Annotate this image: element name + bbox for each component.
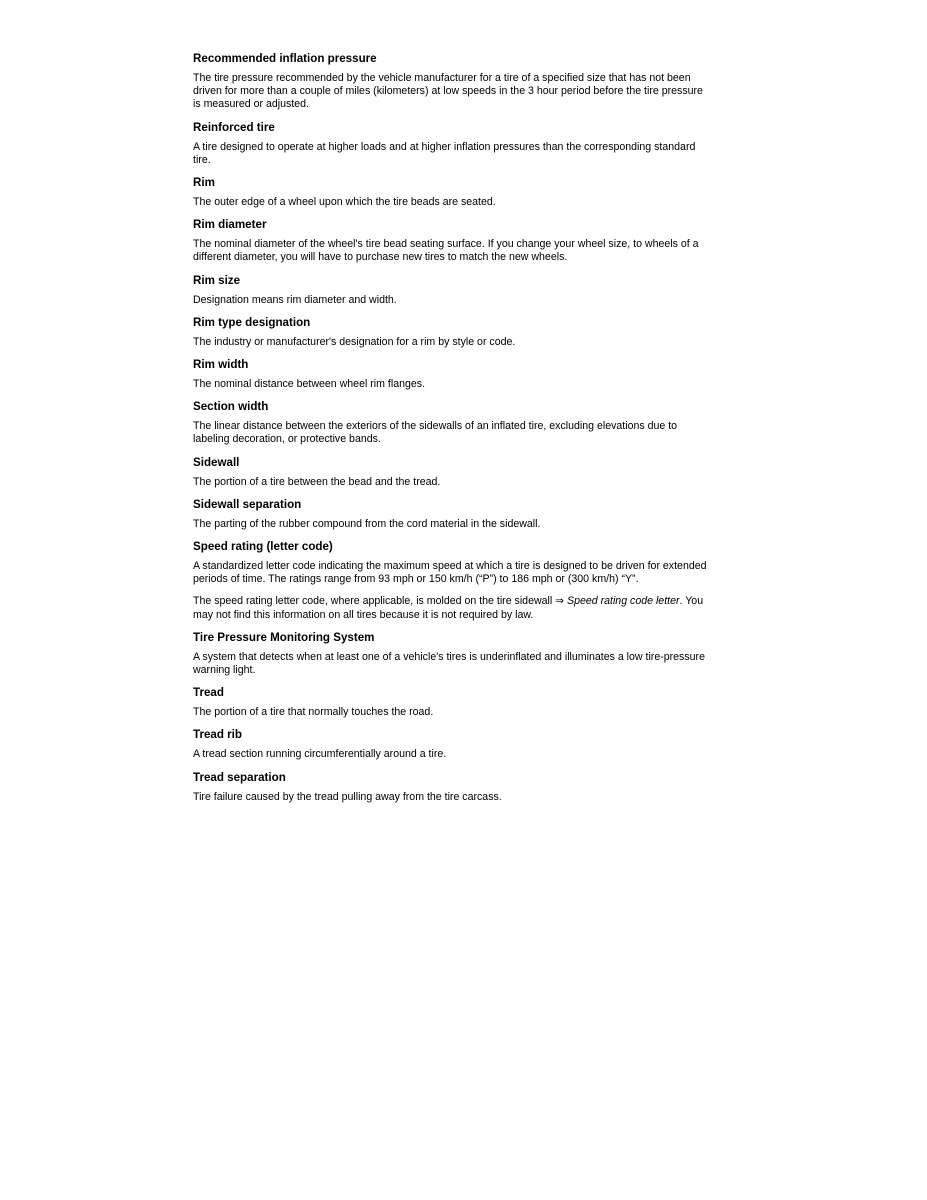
entry-text: The outer edge of a wheel upon which the tire beads are seated.	[193, 196, 496, 209]
entry-text: A tire designed to operate at higher loads and at higher inflation pressures than the corresponding standard tire.	[193, 140, 696, 166]
glossary-entry	[193, 176, 711, 209]
entry-text: The portion of a tire between the bead and the tread.	[193, 475, 441, 488]
entry-title: Rim diameter	[193, 218, 267, 232]
glossary-entry	[193, 456, 711, 489]
glossary-entry	[193, 400, 711, 446]
glossary-entry	[193, 498, 711, 531]
entry-title: Rim size	[193, 273, 241, 287]
entry-title: Tread separation	[193, 770, 286, 784]
entry-title: Rim type designation	[193, 315, 311, 329]
entry-title: Tread	[193, 686, 224, 700]
entry-text-before-link: The speed rating letter code, where applicable, is molded on the tire sidewall	[193, 595, 556, 608]
entry-title: Speed rating (letter code)	[193, 540, 333, 554]
entry-text: The parting of the rubber compound from the cord material in the sidewall.	[193, 517, 541, 530]
glossary-entry	[193, 218, 711, 264]
entry-text: A standardized letter code indicating the maximum speed at which a tire is designed to be driven for extended periods of time. The ratings range from 93 mph or 150 km/h (“P”) to 186 mph or (300 km/h) “Y”.	[193, 560, 707, 586]
entry-text-after-link: . You may not find this information on all tires because it is not required by law.	[193, 595, 704, 621]
entry-title: Section width	[193, 400, 269, 414]
glossary-entry	[193, 686, 711, 719]
glossary-page	[193, 52, 711, 813]
glossary-entry	[193, 728, 711, 761]
entry-title: Recommended inflation pressure	[193, 52, 377, 65]
glossary-entry	[193, 631, 711, 677]
entry-text: The portion of a tire that normally touches the road.	[193, 706, 434, 719]
glossary-entry	[193, 121, 711, 167]
entry-text: The tire pressure recommended by the vehicle manufacturer for a tire of a specified size that has not been driven for more than a couple of miles (kilometers) at low speeds in the 3 hour period before the tire pressure is measured or adjusted.	[193, 72, 703, 111]
cross-reference-arrow-icon: ⇒	[555, 595, 565, 608]
entry-text: Designation means rim diameter and width.	[193, 293, 397, 306]
entry-text: The nominal distance between wheel rim flanges.	[193, 378, 426, 391]
entry-text: A tread section running circumferentially around a tire.	[193, 748, 447, 761]
glossary-entry	[193, 540, 711, 622]
glossary-entry	[193, 274, 711, 307]
entry-text: Tire failure caused by the tread pulling away from the tire carcass.	[193, 790, 502, 803]
entry-title: Tread rib	[193, 728, 242, 742]
entry-text: The linear distance between the exteriors of the sidewalls of an inflated tire, excluding elevations due to labeling decoration, or protective bands.	[193, 420, 678, 446]
entry-title: Tire Pressure Monitoring System	[193, 630, 375, 644]
glossary-entry	[193, 358, 711, 391]
entry-title: Rim	[193, 176, 215, 190]
glossary-entry	[193, 316, 711, 349]
glossary-entry	[193, 52, 711, 112]
entry-title: Rim width	[193, 358, 249, 372]
glossary-entry	[193, 771, 711, 804]
entry-title: Sidewall separation	[193, 497, 302, 511]
speed-rating-code-letter-link[interactable]: Speed rating code letter	[567, 595, 680, 608]
entry-text: The nominal diameter of the wheel's tire bead seating surface. If you change your wheel size, to wheels of a different diameter, you will have to purchase new tires to match the new wheels.	[193, 238, 699, 264]
entry-title: Reinforced tire	[193, 120, 275, 134]
entry-text-secondary	[193, 595, 711, 621]
entry-text: A system that detects when at least one of a vehicle's tires is underinflated and illuminates a low tire-pressure warning light.	[193, 650, 705, 677]
entry-text: The industry or manufacturer's designation for a rim by style or code.	[193, 335, 516, 348]
entry-title: Sidewall	[193, 455, 240, 469]
